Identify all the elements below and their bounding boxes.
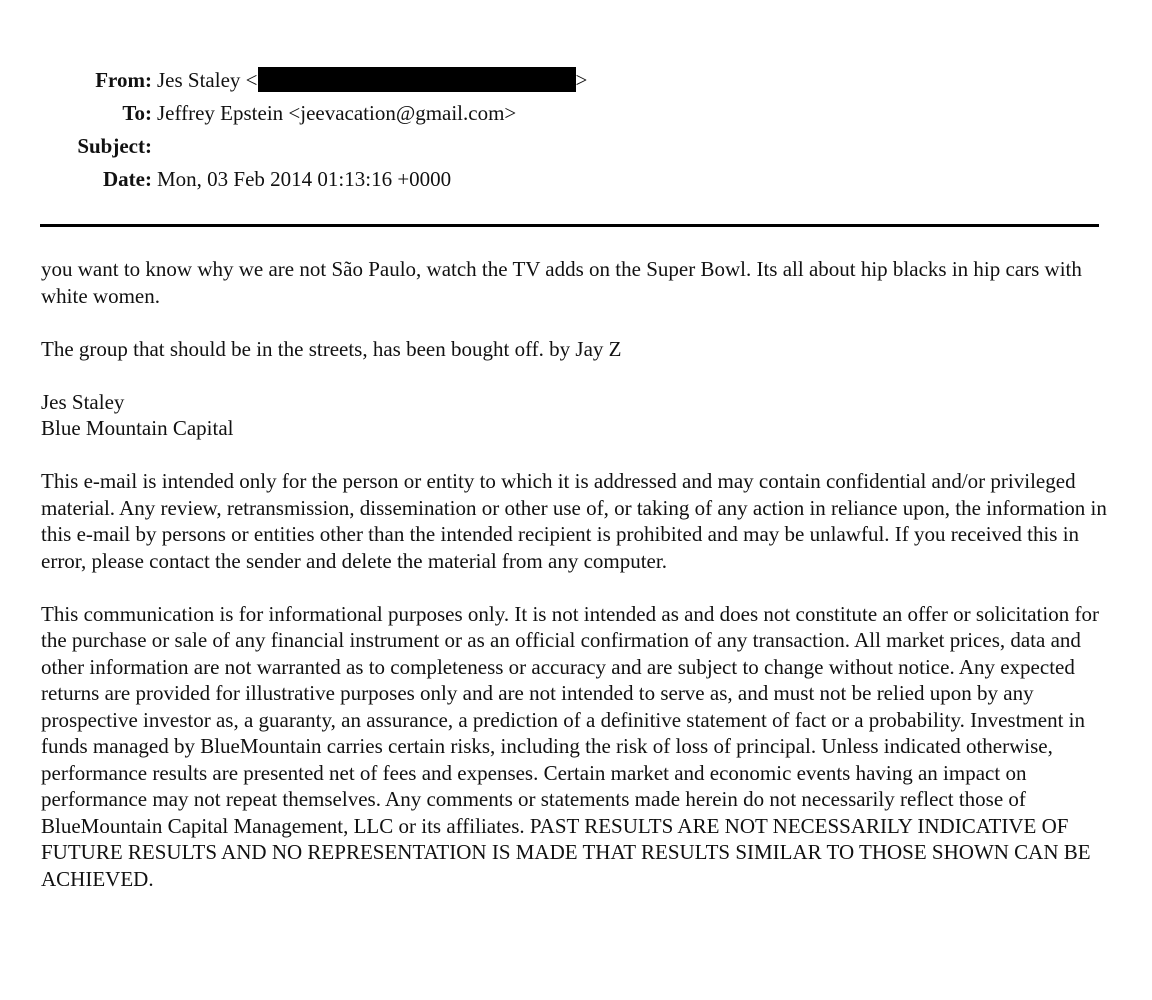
body-paragraph-1: you want to know why we are not São Paulo, watch the TV adds on the Super Bowl. Its all about hip blacks in hip cars with white women.	[41, 257, 1082, 308]
signature-name: Jes Staley	[41, 389, 125, 414]
email-body	[41, 256, 1111, 919]
from-name: Jes Staley <	[157, 68, 258, 92]
date-value: Mon, 03 Feb 2014 01:13:16 +0000	[157, 167, 452, 191]
disclaimer-paragraph-1: This e-mail is intended only for the person or entity to which it is addressed and may contain confidential and/or privileged material. Any review, retransmission, dissemination or other use of, or taking of any action in reliance upon, the information in this e-mail by persons or entities other than the intended recipient is prohibited and may be unlawful. If you received this in error, please contact the sender and delete the material from any computer.	[41, 469, 1107, 573]
subject-label: Subject:	[77, 134, 152, 158]
to-label: To:	[122, 101, 152, 125]
header-divider	[40, 224, 1099, 227]
from-value	[157, 64, 587, 97]
to-value: Jeffrey Epstein <jeevacation@gmail.com>	[157, 101, 517, 125]
disclaimer-paragraph-2: This communication is for informational purposes only. It is not intended as and does not constitute an offer or solicitation for the purchase or sale of any financial instrument or as an official confirmation of any transaction. All market prices, data and other information are not warranted as to completeness or accuracy and are subject to change without notice. Any expected returns are provided for illustrative purposes only and are not intended to serve as, and must not be relied upon by any prospective investor as, a guaranty, an assurance, a prediction of a definitive statement of fact or a probability. Investment in funds managed by BlueMountain carries certain risks, including the risk of loss of principal. Unless indicated otherwise, performance results are presented net of fees and expenses. Certain market and economic events having an impact on performance may not repeat themselves. Any comments or statements made herein do not necessarily reflect those of BlueMountain Capital Management, LLC or its affiliates. PAST RESULTS ARE NOT NECESSARILY INDICATIVE OF FUTURE RESULTS AND NO REPRESENTATION IS MADE THAT RESULTS SIMILAR TO THOSE SHOWN CAN BE ACHIEVED.	[41, 601, 1099, 891]
date-label: Date:	[103, 167, 152, 191]
body-paragraph-2: The group that should be in the streets, has been bought off. by Jay Z	[41, 336, 622, 361]
redaction-block	[258, 67, 576, 92]
signature	[41, 389, 1111, 442]
signature-company: Blue Mountain Capital	[41, 416, 234, 440]
from-label: From:	[95, 68, 152, 92]
from-close: >	[575, 68, 588, 92]
